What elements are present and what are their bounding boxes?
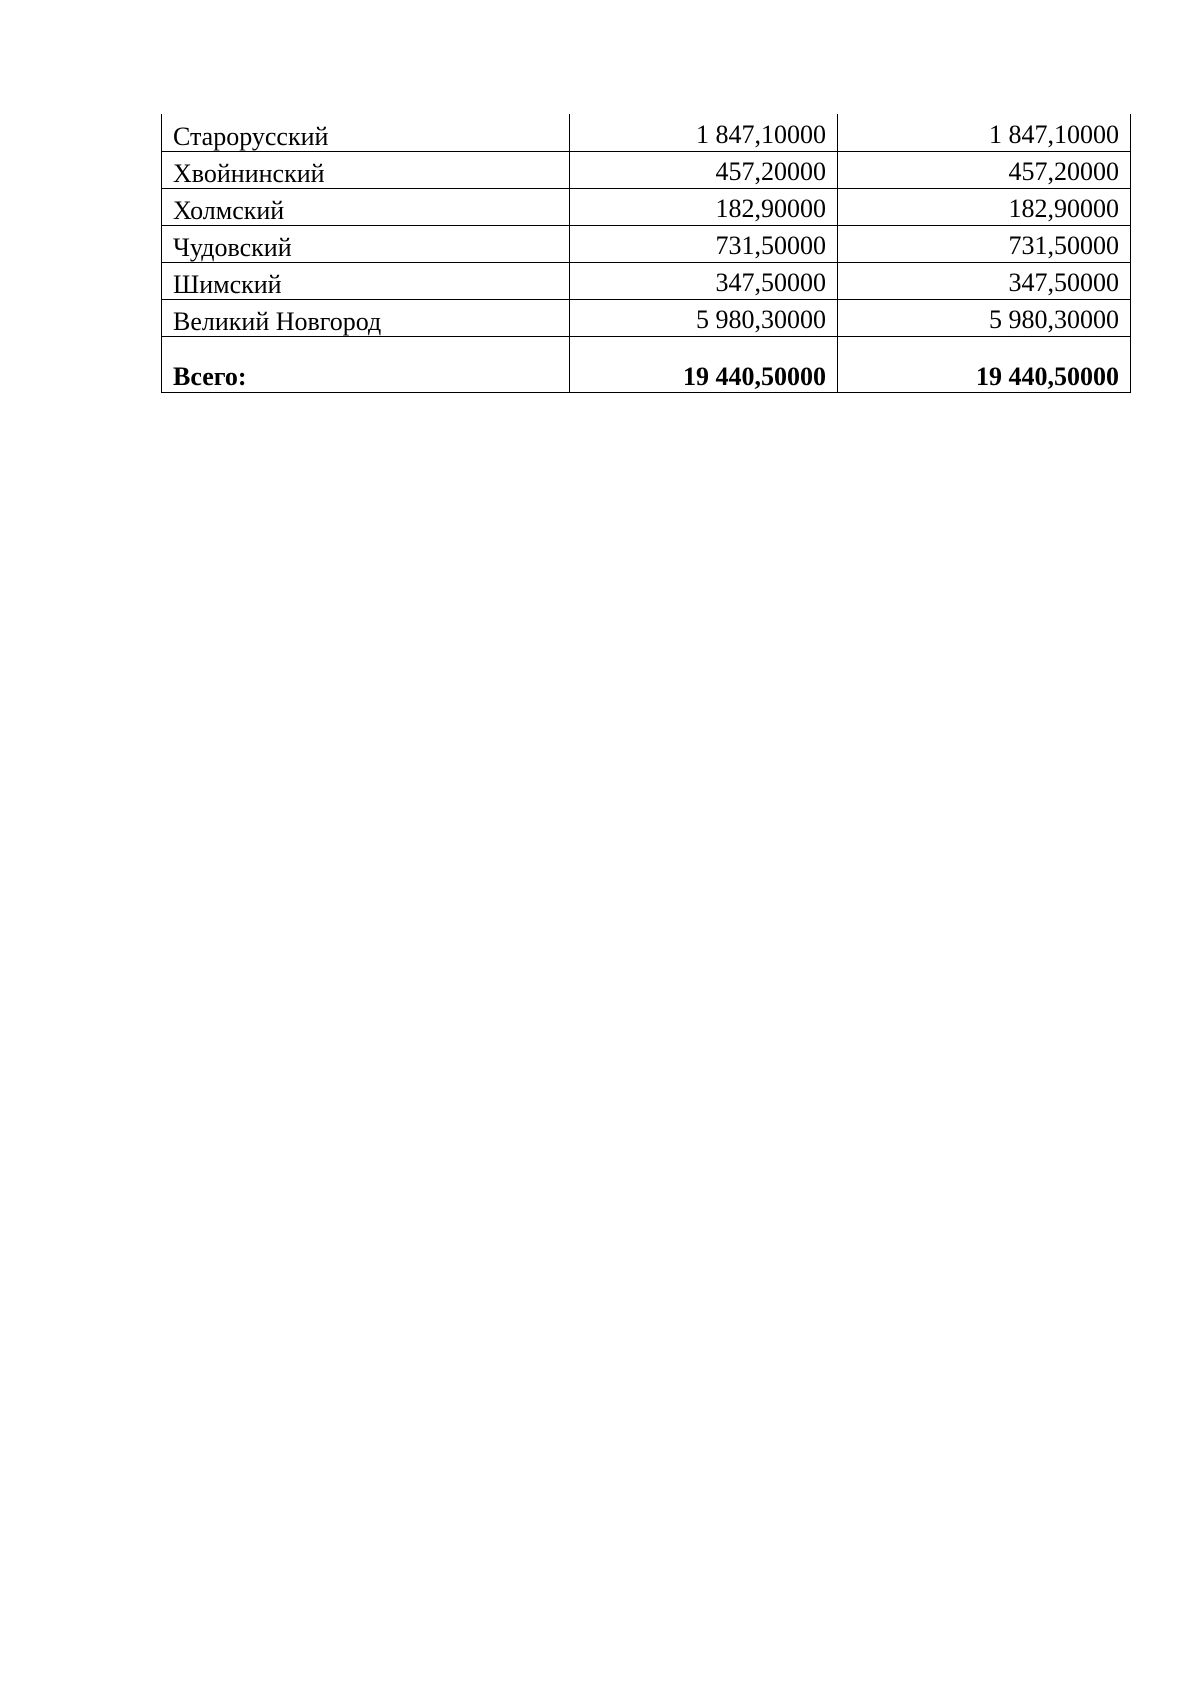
table-row: [162, 114, 1131, 151]
amount-col2: 457,20000: [838, 151, 1131, 188]
district-name: Старорусский: [162, 114, 570, 151]
amount-col2: 5 980,30000: [838, 299, 1131, 336]
total-row: [162, 336, 1131, 392]
district-name: Шимский: [162, 262, 570, 299]
amount-col1: 5 980,30000: [570, 299, 838, 336]
amount-col2: 182,90000: [838, 188, 1131, 225]
table-row: [162, 188, 1131, 225]
amount-col1: 347,50000: [570, 262, 838, 299]
amount-col2: 347,50000: [838, 262, 1131, 299]
table-row: [162, 262, 1131, 299]
total-col1: 19 440,50000: [570, 336, 838, 392]
budget-table: [161, 114, 1131, 393]
amount-col1: 731,50000: [570, 225, 838, 262]
amount-col1: 182,90000: [570, 188, 838, 225]
amount-col2: 731,50000: [838, 225, 1131, 262]
district-name: Холмский: [162, 188, 570, 225]
amount-col1: 1 847,10000: [570, 114, 838, 151]
amount-col1: 457,20000: [570, 151, 838, 188]
amount-col2: 1 847,10000: [838, 114, 1131, 151]
table-row: [162, 299, 1131, 336]
district-name: Великий Новгород: [162, 299, 570, 336]
table-row: [162, 151, 1131, 188]
total-label: Всего:: [162, 336, 570, 392]
total-col2: 19 440,50000: [838, 336, 1131, 392]
table-row: [162, 225, 1131, 262]
district-name: Чудовский: [162, 225, 570, 262]
district-name: Хвойнинский: [162, 151, 570, 188]
